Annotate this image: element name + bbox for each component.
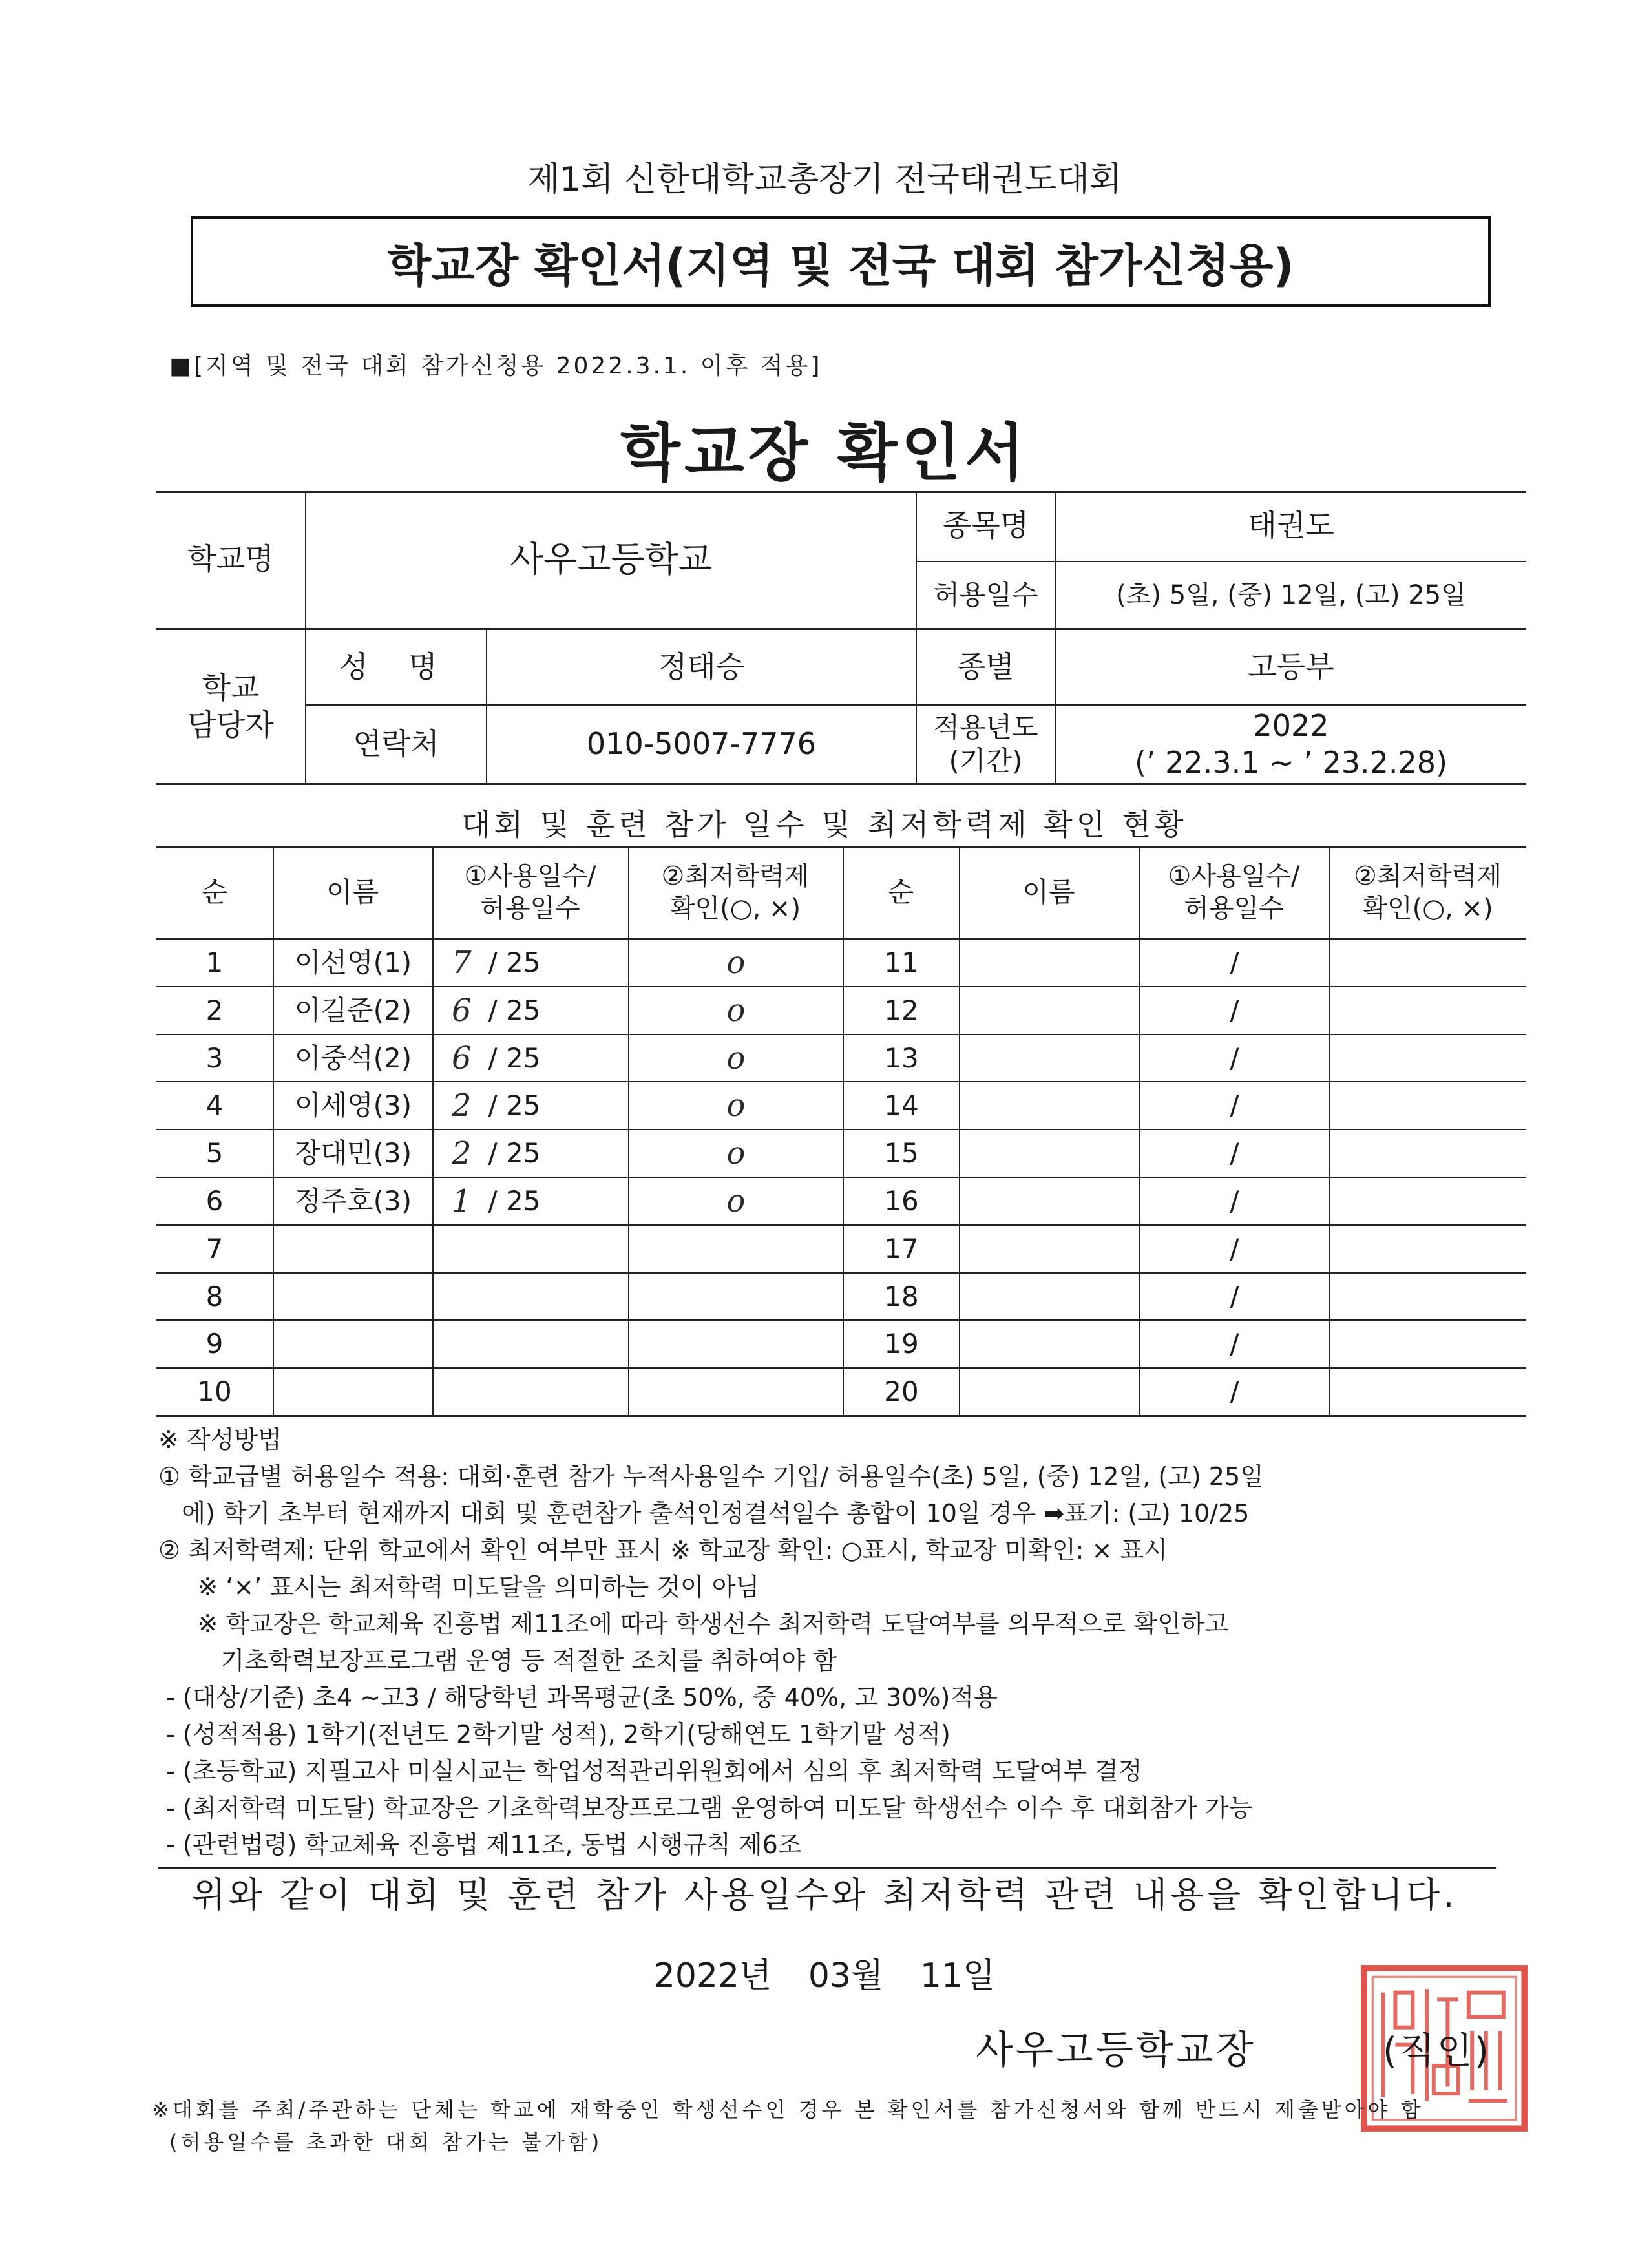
- row-number: 12: [884, 994, 919, 1026]
- header-name-left: 이름: [326, 876, 379, 908]
- athlete-name: 이세영(3): [294, 1089, 412, 1121]
- used-days: /: [1230, 1042, 1239, 1074]
- row-number: 19: [884, 1327, 919, 1360]
- literacy-check: o: [726, 1183, 746, 1219]
- document-title-box: [191, 216, 1491, 307]
- literacy-check: o: [726, 1135, 746, 1171]
- literacy-check: [1330, 1082, 1526, 1129]
- literacy-check: [1330, 1178, 1526, 1224]
- literacy-check: [1330, 987, 1526, 1034]
- used-days-handwritten: 1: [452, 1183, 472, 1219]
- athlete-name: [960, 1035, 1139, 1082]
- athlete-name: 이중석(2): [294, 1042, 412, 1074]
- document-title: 학교장 확인서(지역 및 전국 대회 참가신청용): [387, 238, 1294, 292]
- row-number: 9: [205, 1327, 224, 1360]
- used-days: /: [1230, 1184, 1239, 1217]
- row-number: 16: [884, 1184, 919, 1217]
- used-days: /: [1230, 1089, 1239, 1121]
- athlete-name: 장대민(3): [294, 1137, 412, 1169]
- row-number: 5: [205, 1137, 224, 1169]
- used-days: /: [1230, 946, 1239, 978]
- year-value-line1: 2022: [1253, 708, 1329, 743]
- contact-label: 연락처: [353, 726, 439, 762]
- used-days: /: [1230, 1137, 1239, 1169]
- used-days: [434, 987, 628, 1034]
- instructions: [158, 1422, 1535, 1869]
- year-label-line1: 적용년도: [933, 711, 1038, 743]
- allowed-days: / 25: [488, 1184, 541, 1217]
- athlete-name: [960, 1321, 1139, 1367]
- row-number: 11: [884, 946, 919, 978]
- athlete-name: [960, 1274, 1139, 1320]
- main-title: 학교장 확인서: [620, 417, 1029, 489]
- row-number: 8: [205, 1280, 224, 1312]
- literacy-check: o: [726, 1087, 746, 1124]
- status-heading: 대회 및 훈련 참가 일수 및 최저학력제 확인 현황: [461, 807, 1188, 842]
- name-value: 정태승: [658, 649, 745, 684]
- used-days: /: [1230, 1327, 1239, 1360]
- header-days-line2: 허용일수: [1184, 894, 1284, 923]
- used-days: [434, 1321, 628, 1367]
- literacy-check: [1330, 1035, 1526, 1082]
- instruction-line: ① 학교급별 허용일수 적용: 대회·훈련 참가 누적사용일수 기입/ 허용일수(초) 5일, (중) 12일, (고) 25일: [158, 1462, 1264, 1491]
- athlete-name: 이선영(1): [294, 946, 412, 978]
- header-days-line2: 허용일수: [480, 894, 580, 923]
- manager-label-line1: 학교: [202, 670, 260, 705]
- header-check-line2: 확인(○, ×): [669, 894, 801, 923]
- athlete-name: [960, 1130, 1139, 1177]
- literacy-check: [1330, 1369, 1526, 1415]
- manager-label: [156, 630, 305, 783]
- row-number: 20: [884, 1375, 919, 1407]
- athlete-name: [274, 1274, 432, 1320]
- used-days: /: [1230, 1232, 1239, 1265]
- header-check-line1: ②최저학력제: [661, 861, 810, 891]
- used-days: [434, 1226, 628, 1272]
- allowed-days: / 25: [488, 946, 541, 978]
- allowed-days: / 25: [488, 1089, 541, 1121]
- literacy-check: o: [726, 992, 746, 1029]
- seal-label: (직인): [1383, 2030, 1491, 2072]
- manager-label-line2: 담당자: [187, 707, 274, 742]
- header-no-left: 순: [201, 876, 228, 908]
- contact-value: 010-5007-7776: [586, 726, 817, 762]
- apply-note: ■[지역 및 전국 대회 참가신청용 2022.3.1. 이후 적용]: [169, 353, 823, 379]
- header-days-line1: ①사용일수/: [1168, 861, 1300, 891]
- used-days: [434, 1130, 628, 1177]
- allowed-days: / 25: [488, 994, 541, 1026]
- footer-note-1: ※대회를 주최/주관하는 단체는 학교에 재학중인 학생선수인 경우 본 확인서를 참가신청서와 함께 반드시 제출받아야 함: [152, 2097, 1424, 2122]
- used-days: /: [1230, 1375, 1239, 1407]
- literacy-check: [629, 1226, 843, 1272]
- year-label-line2: (기간): [949, 745, 1023, 777]
- literacy-check: [629, 1321, 843, 1367]
- athlete-name: [274, 1226, 432, 1272]
- name-label: 성 명: [339, 649, 453, 684]
- row-number: 10: [197, 1375, 232, 1407]
- used-days-handwritten: 7: [452, 945, 472, 981]
- used-days: [434, 1369, 628, 1415]
- header-days-line1: ①사용일수/: [464, 861, 596, 891]
- instruction-line: - (성적적용) 1학기(전년도 2학기말 성적), 2학기(당해연도 1학기말 성적): [158, 1720, 951, 1748]
- used-days: [434, 1082, 628, 1129]
- sport-label: 종목명: [942, 508, 1029, 543]
- instruction-line: ② 최저학력제: 단위 학교에서 확인 여부만 표시 ※ 학교장 확인: ○표시, 학교장 미확인: × 표시: [158, 1536, 1168, 1564]
- literacy-check: [629, 1274, 843, 1320]
- confirmation-statement: 위와 같이 대회 및 훈련 참가 사용일수와 최저학력 관련 내용을 확인합니다.: [191, 1874, 1458, 1915]
- athlete-name: [960, 1178, 1139, 1224]
- instruction-line: ※ ‘×’ 표시는 최저학력 미도달을 의미하는 것이 아님: [158, 1573, 760, 1601]
- header-days-left: [432, 846, 628, 938]
- used-days-handwritten: 6: [452, 992, 472, 1029]
- instruction-line: ※ 학교장은 학교체육 진흥법 제11조에 따라 학생선수 최저학력 도달여부를 의무적으로 확인하고: [158, 1610, 1229, 1638]
- date-month: 03월: [808, 1957, 884, 1995]
- row-number: 15: [884, 1137, 919, 1169]
- header-check-line1: ②최저학력제: [1353, 861, 1502, 891]
- athlete-name: [960, 987, 1139, 1034]
- header-check-line2: 확인(○, ×): [1362, 894, 1493, 923]
- row-number: 17: [884, 1232, 919, 1265]
- footer-note-2: (허용일수를 초과한 대회 참가는 불가함): [169, 2130, 603, 2154]
- year-label: [917, 706, 1055, 783]
- instruction-line: 에) 학기 초부터 현재까지 대회 및 훈련참가 출석인정결석일수 총합이 10일 경우 ➡표기: (고) 10/25: [158, 1499, 1250, 1528]
- literacy-check: [1330, 1321, 1526, 1367]
- literacy-check: o: [726, 945, 746, 981]
- used-days: [434, 940, 628, 986]
- row-number: 1: [205, 946, 224, 978]
- athlete-name: [960, 1082, 1139, 1129]
- literacy-check: [1330, 1274, 1526, 1320]
- used-days-handwritten: 2: [452, 1087, 472, 1124]
- allowed-days-label: 허용일수: [933, 578, 1038, 611]
- school-info-table: [156, 491, 1526, 785]
- literacy-check: o: [726, 1040, 746, 1076]
- athlete-name: [274, 1321, 432, 1367]
- allowed-days: / 25: [488, 1137, 541, 1169]
- literacy-check: [1330, 1130, 1526, 1177]
- row-number: 3: [205, 1042, 224, 1074]
- used-days-handwritten: 2: [452, 1135, 472, 1171]
- school-value: 사우고등학교: [510, 539, 712, 580]
- literacy-check: [1330, 1226, 1526, 1272]
- row-number: 7: [205, 1232, 224, 1265]
- row-number: 6: [205, 1184, 224, 1217]
- instruction-line: - (최저학력 미도달) 학교장은 기초학력보장프로그램 운영하여 미도달 학생선수 이수 후 대회참가 가능: [158, 1794, 1253, 1822]
- row-number: 2: [205, 994, 224, 1026]
- date-day: 11일: [919, 1957, 996, 1995]
- athlete-name: 이길준(2): [294, 994, 412, 1026]
- sport-value: 태권도: [1248, 508, 1334, 543]
- literacy-check: [629, 1369, 843, 1415]
- year-value: [1056, 706, 1526, 783]
- allowed-days-value: (초) 5일, (중) 12일, (고) 25일: [1116, 580, 1466, 610]
- instruction-line: - (대상/기준) 초4 ~고3 / 해당학년 과목평균(초 50%, 중 40%, 고 30%)적용: [158, 1683, 998, 1712]
- header-name-right: 이름: [1022, 876, 1075, 908]
- date-year: 2022년: [653, 1957, 772, 1995]
- literacy-check: [1330, 940, 1526, 986]
- instruction-line: - (관련법령) 학교체육 진흥법 제11조, 동법 시행규칙 제6조: [158, 1831, 802, 1859]
- row-number: 14: [884, 1089, 919, 1121]
- athlete-name: [960, 1226, 1139, 1272]
- used-days: /: [1230, 1280, 1239, 1312]
- row-number: 4: [205, 1089, 224, 1121]
- row-number: 18: [884, 1280, 919, 1312]
- athlete-name: [960, 1369, 1139, 1415]
- school-label: 학교명: [187, 541, 274, 577]
- header-no-right: 순: [887, 876, 914, 908]
- used-days: [434, 1035, 628, 1082]
- instructions-heading: ※ 작성방법: [158, 1425, 282, 1454]
- used-days: [434, 1178, 628, 1224]
- instruction-line: - (초등학교) 지필고사 미실시교는 학업성적관리위원회에서 심의 후 최저학력 도달여부 결정: [158, 1757, 1142, 1785]
- used-days: /: [1230, 994, 1239, 1026]
- used-days-handwritten: 6: [452, 1040, 472, 1076]
- header-check-right: [1329, 846, 1526, 938]
- principal-name: 사우고등학교장: [976, 2028, 1256, 2073]
- header-days-right: [1139, 846, 1329, 938]
- athlete-name: 정주호(3): [294, 1184, 412, 1217]
- division-label: 종별: [957, 649, 1014, 684]
- allowed-days: / 25: [488, 1042, 541, 1074]
- athlete-name: [960, 940, 1139, 986]
- event-title: 제1회 신한대학교총장기 전국태권도대회: [527, 160, 1122, 199]
- year-value-line2: (’ 22.3.1 ~ ’ 23.2.28): [1134, 745, 1448, 780]
- used-days: [434, 1274, 628, 1320]
- athlete-name: [274, 1369, 432, 1415]
- row-number: 13: [884, 1042, 919, 1074]
- header-check-left: [628, 846, 843, 938]
- instruction-line: 기초학력보장프로그램 운영 등 적절한 조치를 취하여야 함: [158, 1646, 837, 1675]
- roster-table: [156, 846, 1526, 1415]
- division-value: 고등부: [1248, 649, 1334, 684]
